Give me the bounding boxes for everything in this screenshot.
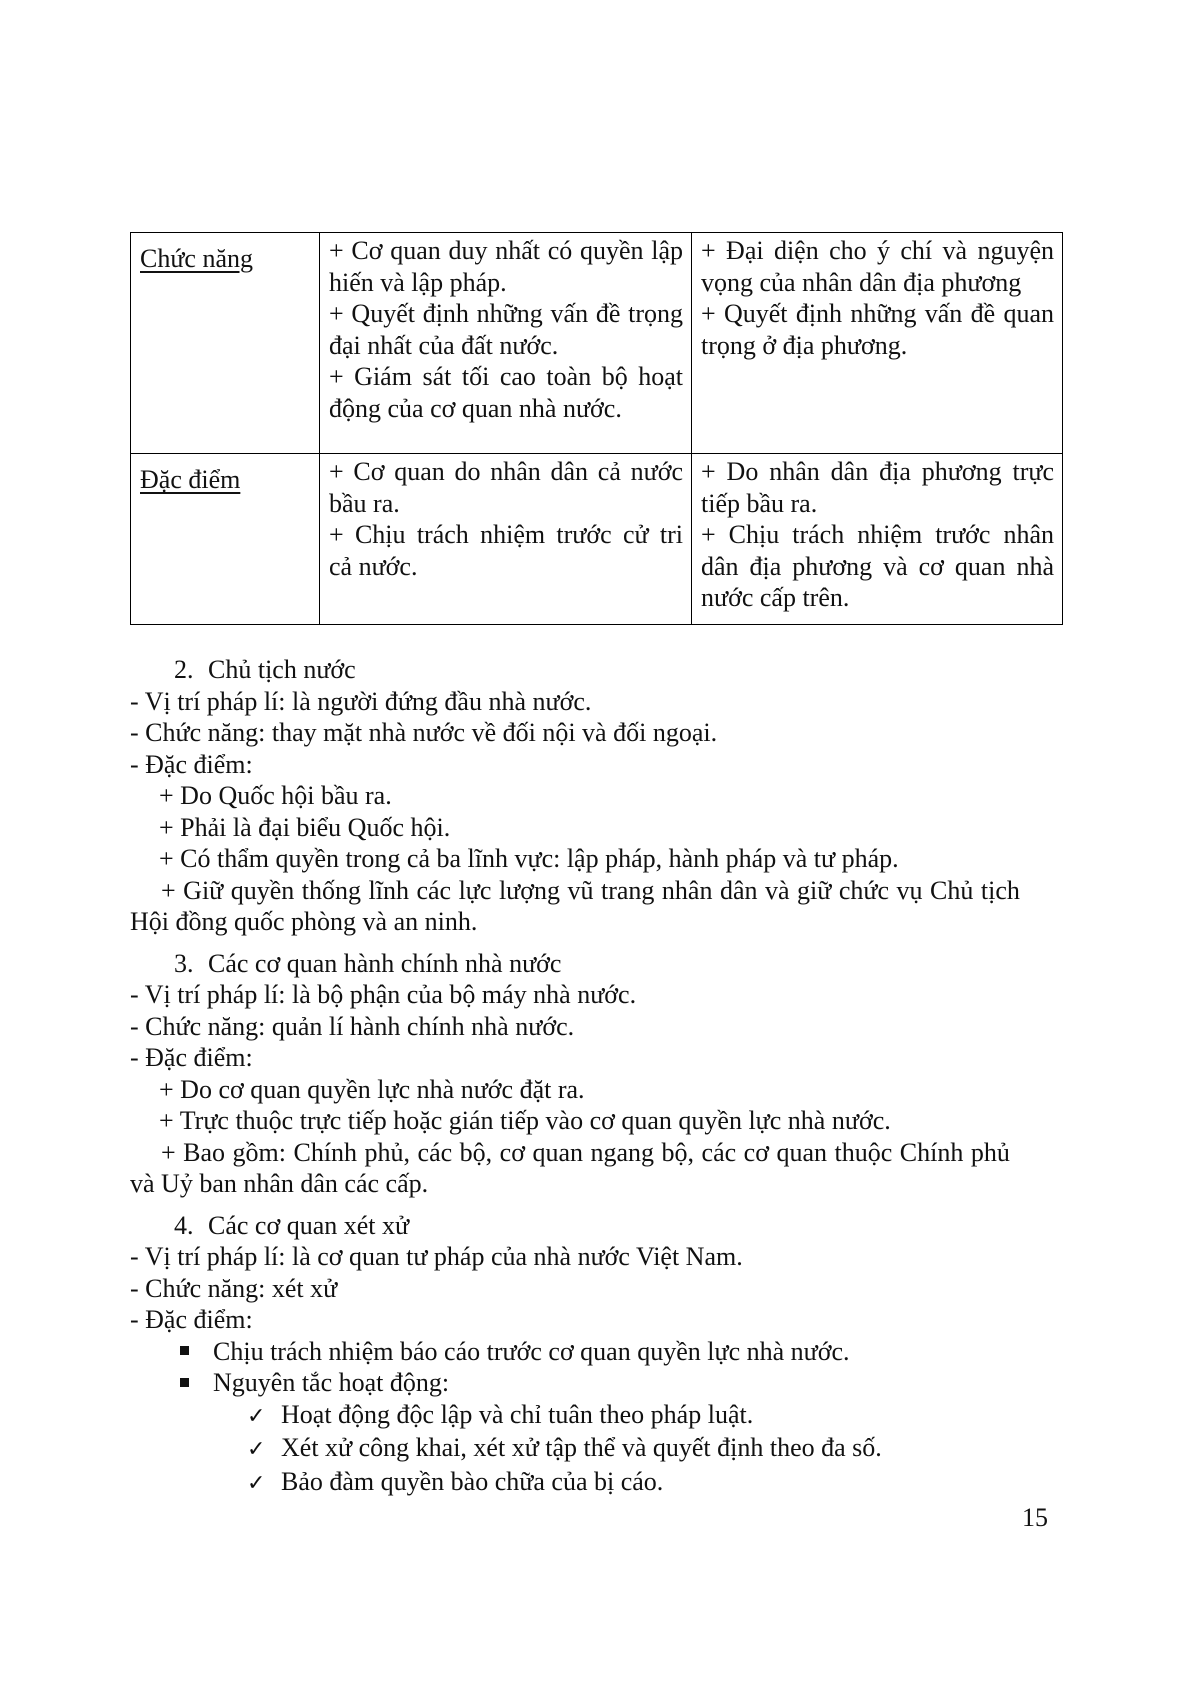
check-item [130,1399,1062,1433]
check-text: Bảo đàm quyền bào chữa của bị cáo. [281,1466,664,1496]
bullet-text: Chịu trách nhiệm báo cáo trước cơ quan quyền lực nhà nước. [213,1336,850,1366]
bullet-text: Nguyên tắc hoạt động: [213,1368,450,1397]
characteristics-label: - Đặc điểm: [130,749,253,779]
check-item [130,1466,1062,1500]
function-text: - Chức năng: quản lí hành chính nhà nước. [130,1011,575,1041]
bullet-item [130,1367,1062,1399]
comparison-table [130,232,1063,625]
characteristics-label: - Đặc điểm: [130,1305,253,1334]
characteristics-label: - Đặc điểm: [130,1043,253,1072]
legal-position: - Vị trí pháp lí: là người đứng đầu nhà nước. [130,686,592,716]
section-number: 4. [174,1210,194,1240]
checkmark-icon: ✓ [247,1437,266,1462]
check-text: Xét xử công khai, xét xử tập thể và quyết định theo đa số. [281,1433,882,1462]
check-text: Hoạt động độc lập và chỉ tuân theo pháp luật. [281,1399,754,1429]
list-item: + Trực thuộc trực tiếp hoặc gián tiếp vào cơ quan quyền lực nhà nước. [159,1106,891,1135]
list-item: + Giữ quyền thống lĩnh các lực lượng vũ trang nhân dân và giữ chức vụ Chủ tịch [161,875,1020,905]
row-label-cell [131,233,320,454]
row-label: Chức năng [140,244,254,273]
legal-position: - Vị trí pháp lí: là bộ phận của bộ máy nhà nước. [130,980,637,1009]
section-number: 3. [174,948,194,978]
checkmark-icon: ✓ [247,1470,266,1496]
section-title: Chủ tịch nước [208,655,356,684]
row-label: Đặc điểm [140,465,241,494]
checkmark-icon: ✓ [247,1403,266,1429]
section-heading [130,654,1062,686]
list-item-continuation: và Uỷ ban nhân dân các cấp. [130,1169,429,1198]
section-heading [130,1210,1062,1242]
square-bullet-icon [180,1378,189,1387]
local-council-cell: + Do nhân dân địa phương trực tiếp bầu ra. + Chịu trách nhiệm trước nhân dân địa phương và cơ quan nhà nước cấp trên. [692,454,1063,625]
section-heading [130,948,1062,980]
square-bullet-icon [180,1346,189,1355]
section-title: Các cơ quan xét xử [208,1210,410,1240]
row-label-cell [131,454,320,625]
page-number: 15 [1022,1503,1048,1532]
list-item: + Phải là đại biểu Quốc hội. [159,812,451,842]
function-text: - Chức năng: xét xử [130,1273,338,1303]
function-text: - Chức năng: thay mặt nhà nước về đối nội và đối ngoại. [130,718,718,747]
national-assembly-cell: + Cơ quan duy nhất có quyền lập hiến và lập pháp. + Quyết định những vấn đề trọng đại nhất của đất nước. + Giám sát tối cao toàn bộ hoạt động của cơ quan nhà nước. [320,233,692,454]
local-council-cell: + Đại diện cho ý chí và nguyện vọng của nhân dân địa phương + Quyết định những vấn đề quan trọng ở địa phương. [692,233,1063,454]
check-item [130,1432,1062,1466]
table-row [131,454,1063,625]
list-item: + Bao gồm: Chính phủ, các bộ, cơ quan ngang bộ, các cơ quan thuộc Chính phủ [161,1137,1010,1167]
document-body [130,654,1062,1499]
list-item: + Có thẩm quyền trong cả ba lĩnh vực: lập pháp, hành pháp và tư pháp. [159,844,899,873]
list-item-continuation: Hội đồng quốc phòng và an ninh. [130,907,478,936]
table-row [131,233,1063,454]
bullet-item [130,1336,1062,1368]
list-item: + Do Quốc hội bầu ra. [159,781,392,810]
national-assembly-cell: + Cơ quan do nhân dân cả nước bầu ra. + Chịu trách nhiệm trước cử tri cả nước. [320,454,692,625]
legal-position: - Vị trí pháp lí: là cơ quan tư pháp của nhà nước Việt Nam. [130,1242,743,1271]
list-item: + Do cơ quan quyền lực nhà nước đặt ra. [159,1074,585,1104]
section-title: Các cơ quan hành chính nhà nước [208,948,562,978]
section-number: 2. [174,655,194,684]
